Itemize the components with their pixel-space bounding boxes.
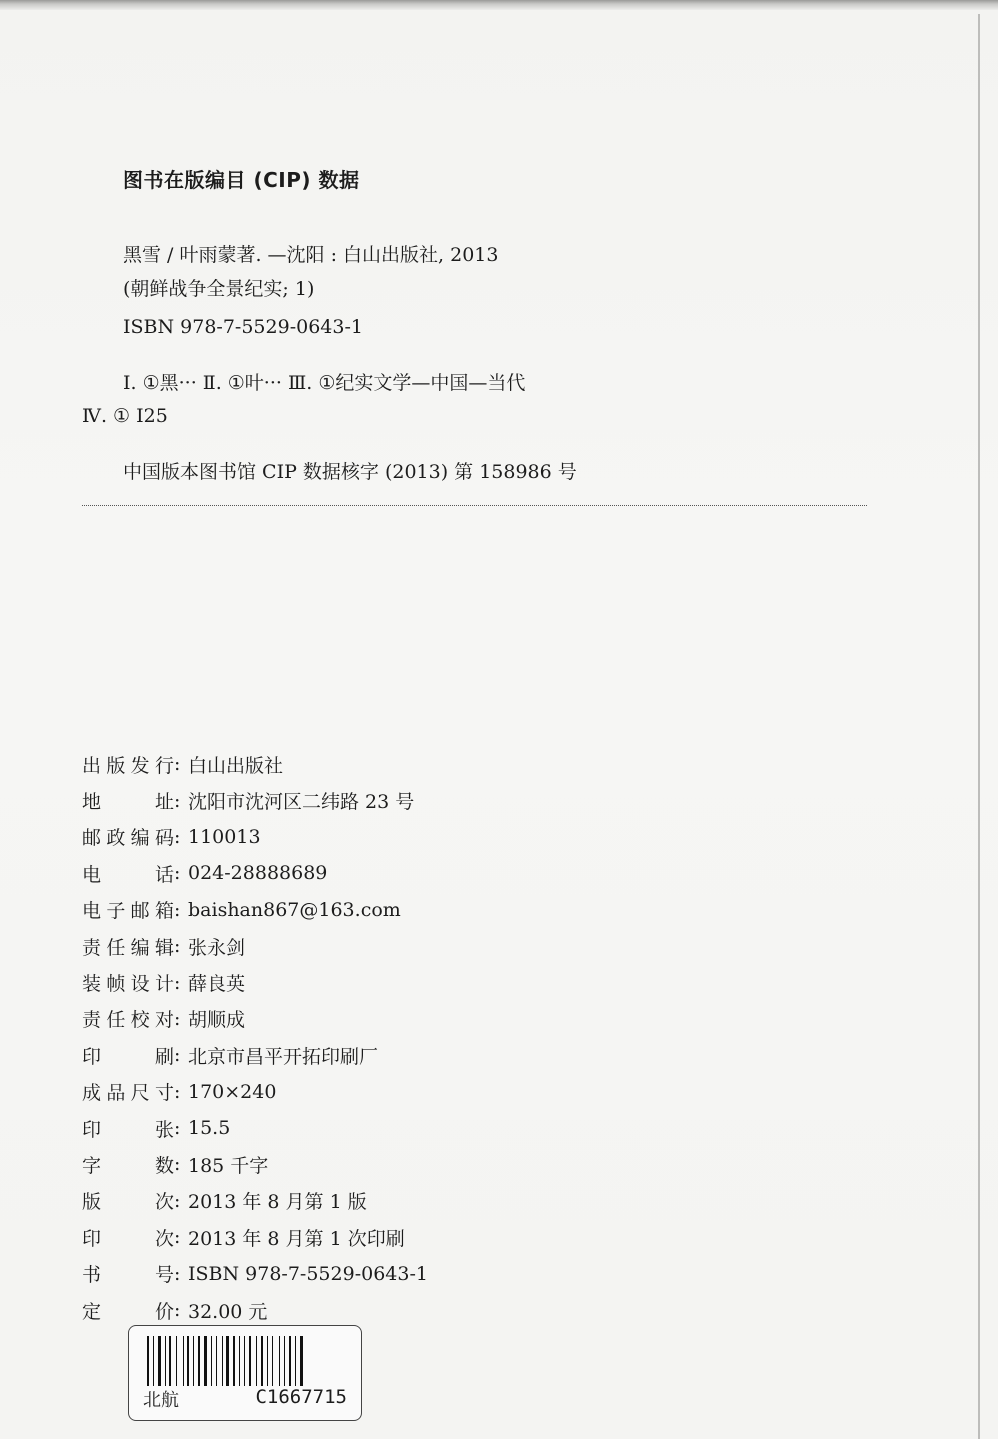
info-row: 书号 : ISBN 978-7-5529-0643-1 [82, 1255, 428, 1291]
info-label: 印刷 [82, 1045, 174, 1068]
cip-line-title-author: 黑雪 / 叶雨蒙著. —沈阳 : 白山出版社, 2013 [123, 244, 499, 266]
barcode-bar [279, 1336, 280, 1386]
barcode-bar [216, 1336, 217, 1386]
dotted-divider [82, 505, 867, 506]
barcode-bar [153, 1336, 154, 1386]
info-value: 胡顺成 [188, 1009, 246, 1032]
info-label: 印次 [82, 1227, 174, 1250]
info-label: 电话 [82, 863, 174, 886]
cip-title: 图书在版编目 (CIP) 数据 [123, 168, 360, 192]
publication-info [82, 746, 428, 1328]
info-row: 印刷 : 北京市昌平开拓印刷厂 [82, 1037, 428, 1073]
info-row: 印张 : 15.5 [82, 1110, 428, 1146]
info-label: 定价 [82, 1300, 174, 1323]
barcode-bar [249, 1336, 251, 1386]
barcode-bar [284, 1336, 285, 1386]
info-row: 责任校对 : 胡顺成 [82, 1001, 428, 1037]
info-value: 沈阳市沈河区二纬路 23 号 [188, 791, 415, 814]
barcode-code: C1667715 [255, 1386, 347, 1408]
info-value: 110013 [188, 825, 261, 848]
barcode-bar [226, 1336, 229, 1386]
info-value: 张永剑 [188, 936, 246, 959]
barcode-bar [272, 1336, 273, 1386]
info-value: 170×240 [188, 1080, 277, 1103]
info-value: 024-28888689 [188, 862, 328, 885]
scan-top-edge [0, 0, 998, 10]
barcode-bar [239, 1336, 240, 1386]
cip-line-isbn: ISBN 978-7-5529-0643-1 [123, 316, 363, 338]
cip-line-series: (朝鲜战争全景纪实; 1) [123, 278, 315, 300]
barcode-bar [295, 1336, 296, 1386]
info-row: 邮政编码 : 110013 [82, 819, 428, 855]
info-row: 定价 : 32.00 元 [82, 1292, 428, 1328]
info-value: 北京市昌平开拓印刷厂 [188, 1045, 379, 1068]
barcode-icon [147, 1336, 345, 1386]
barcode-bar [158, 1336, 161, 1386]
info-row: 版次 : 2013 年 8 月第 1 版 [82, 1183, 428, 1219]
barcode-bar [289, 1336, 291, 1386]
info-value: 2013 年 8 月第 1 版 [188, 1191, 367, 1214]
info-label: 印张 [82, 1118, 174, 1141]
info-row: 成品尺寸 : 170×240 [82, 1074, 428, 1110]
info-value: 2013 年 8 月第 1 次印刷 [188, 1227, 405, 1250]
info-value: ISBN 978-7-5529-0643-1 [188, 1262, 428, 1285]
info-value: 185 千字 [188, 1154, 269, 1177]
info-value: 32.00 元 [188, 1300, 268, 1323]
info-label: 责任校对 [82, 1009, 174, 1032]
scan-right-edge [978, 14, 980, 1439]
barcode-bar [261, 1336, 263, 1386]
info-row: 印次 : 2013 年 8 月第 1 次印刷 [82, 1219, 428, 1255]
barcode-bar [169, 1336, 171, 1386]
info-value: baishan867@163.com [188, 898, 401, 921]
barcode-bar [187, 1336, 189, 1386]
info-label: 地址 [82, 791, 174, 814]
info-label: 责任编辑 [82, 936, 174, 959]
info-label: 版次 [82, 1191, 174, 1214]
cip-line-class-number: Ⅳ. ① I25 [82, 405, 168, 427]
info-row: 电话 : 024-28888689 [82, 855, 428, 891]
info-row: 责任编辑 : 张永剑 [82, 928, 428, 964]
barcode-bar [300, 1336, 303, 1386]
barcode-bar [244, 1336, 245, 1386]
barcode-bar [176, 1336, 177, 1386]
info-label: 书号 [82, 1264, 174, 1287]
barcode-bar [233, 1336, 235, 1386]
info-row: 出版发行 : 白山出版社 [82, 746, 428, 782]
cip-line-classification: Ⅰ. ①黑··· Ⅱ. ①叶··· Ⅲ. ①纪实文学—中国—当代 [123, 372, 526, 394]
barcode-bar [267, 1336, 268, 1386]
barcode-bar [198, 1336, 200, 1386]
barcode-library-label: 北航 [143, 1390, 179, 1411]
barcode-bar [147, 1336, 149, 1386]
info-label: 字数 [82, 1154, 174, 1177]
barcode-bar [204, 1336, 207, 1386]
info-row: 字数 : 185 千字 [82, 1146, 428, 1182]
info-label: 邮政编码 [82, 827, 174, 850]
info-row: 电子邮箱 : baishan867@163.com [82, 892, 428, 928]
info-label: 电子邮箱 [82, 900, 174, 923]
info-row: 装帧设计 : 薛良英 [82, 964, 428, 1000]
barcode-bar [165, 1336, 166, 1386]
barcode-bar [183, 1336, 184, 1386]
barcode-bar [211, 1336, 212, 1386]
info-row: 地址 : 沈阳市沈河区二纬路 23 号 [82, 782, 428, 818]
info-value: 薛良英 [188, 973, 246, 996]
cip-line-approval: 中国版本图书馆 CIP 数据核字 (2013) 第 158986 号 [123, 461, 577, 483]
info-label: 成品尺寸 [82, 1082, 174, 1105]
barcode-bar [256, 1336, 257, 1386]
info-label: 出版发行 [82, 754, 174, 777]
info-label: 装帧设计 [82, 973, 174, 996]
barcode-bar [222, 1336, 223, 1386]
info-value: 15.5 [188, 1117, 231, 1140]
library-barcode-sticker [128, 1325, 362, 1421]
info-value: 白山出版社 [188, 754, 284, 777]
barcode-bar [193, 1336, 194, 1386]
